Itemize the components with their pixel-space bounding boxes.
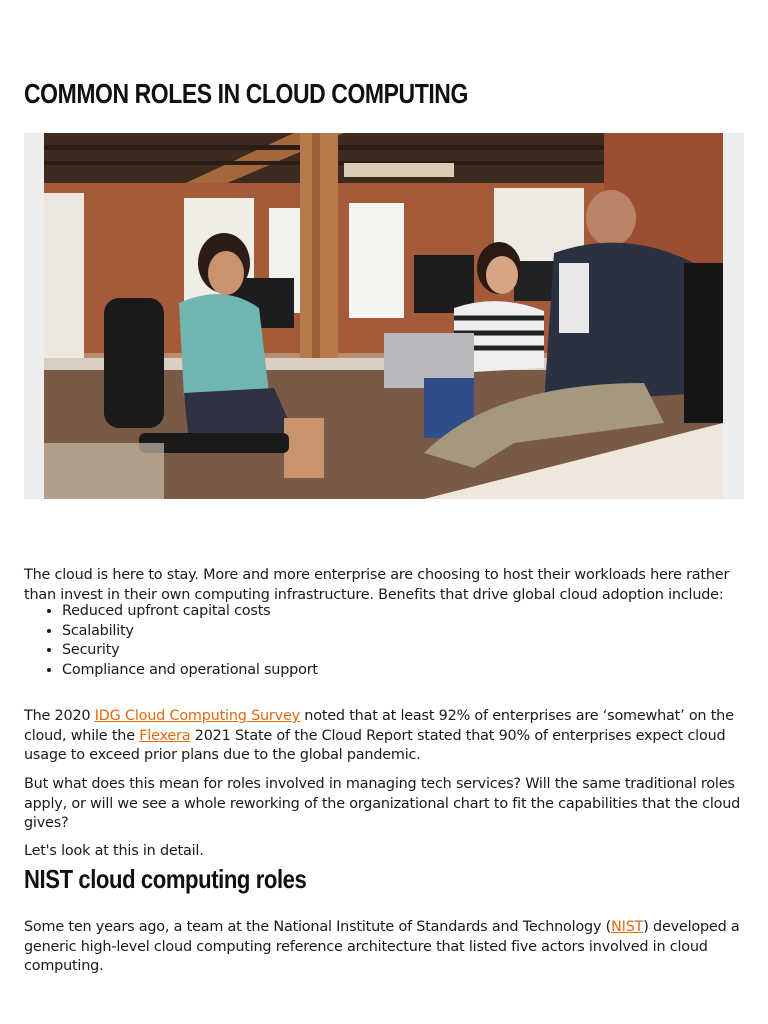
survey-text-2: noted that at least 92% of enterprises are ‘somewhat’ on the cloud, while the (24, 708, 734, 744)
list-item: • Reduced upfront capital costs (62, 602, 318, 622)
page-title: COMMON ROLES IN CLOUD COMPUTING (24, 78, 468, 109)
nist-paragraph (24, 918, 744, 977)
idg-survey-link[interactable]: IDG Cloud Computing Survey (94, 708, 300, 725)
lets-look-paragraph: Let's look at this in detail. (24, 843, 204, 860)
list-item: • Security (62, 641, 318, 661)
hero-image (44, 133, 723, 499)
survey-paragraph (24, 707, 744, 766)
survey-text-3: 2021 State of the Cloud Report stated that 90% of enterprises expect cloud usage to exceed prior plans due to the global pandemic. (24, 727, 726, 764)
list-item: • Compliance and operational support (62, 661, 318, 681)
benefits-list (24, 602, 318, 680)
nist-heading: NIST cloud computing roles (24, 864, 307, 894)
hero-image-frame (24, 133, 744, 499)
question-paragraph: But what does this mean for roles involved in managing tech services? Will the same traditional roles apply, or will we see a whole reworking of the organizational chart to fit the capabilities that the cloud gives? (24, 776, 741, 832)
nist-text-1: Some ten years ago, a team at the National Institute of Standards and Technology ( (24, 919, 612, 936)
nist-link[interactable]: NIST (611, 919, 644, 936)
nist-text-2: ) developed a generic high-level cloud computing reference architecture that listed five actors involved in cloud computing. (24, 919, 740, 975)
flexera-link[interactable]: Flexera (139, 727, 191, 744)
list-item: • Scalability (62, 622, 318, 642)
intro-paragraph: The cloud is here to stay. More and more enterprise are choosing to host their workloads here rather than invest in their own computing infrastructure. Benefits that drive global cloud adoption include: (24, 567, 730, 603)
survey-text-1: The 2020 (24, 708, 95, 725)
